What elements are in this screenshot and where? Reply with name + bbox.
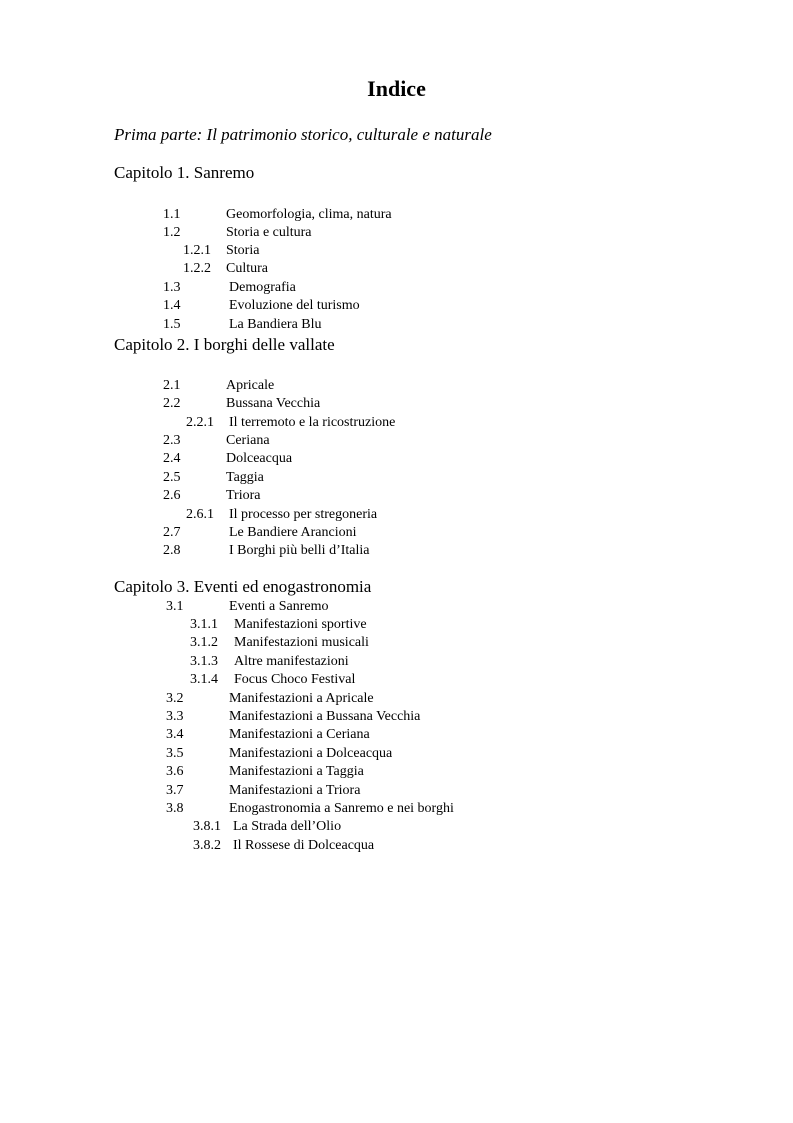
chapter-3-title: Capitolo 3. Eventi ed enogastronomia (114, 577, 372, 596)
toc-entry-number: 2.7 (163, 525, 181, 540)
toc-entry-number: 3.8.2 (193, 838, 221, 853)
toc-entry-number: 3.2 (166, 691, 184, 706)
toc-entry-number: 1.2.2 (183, 261, 211, 276)
toc-entry-number: 2.2.1 (186, 415, 214, 430)
toc-entry-number: 2.1 (163, 378, 181, 393)
toc-entry-text: Bussana Vecchia (226, 396, 321, 411)
toc-entry-number: 1.3 (163, 280, 181, 295)
toc-entry-text: Manifestazioni a Taggia (229, 764, 364, 779)
toc-entry-text: Il terremoto e la ricostruzione (229, 415, 396, 430)
chapter-1-title: Capitolo 1. Sanremo (114, 163, 255, 182)
toc-entry-number: 1.2 (163, 225, 181, 240)
toc-entry-number: 2.3 (163, 433, 181, 448)
toc-entry-text: La Strada dell’Olio (233, 819, 342, 834)
toc-entry-text: Storia e cultura (226, 225, 312, 240)
toc-entry-text: Manifestazioni a Bussana Vecchia (229, 709, 421, 724)
toc-entry-number: 1.1 (163, 207, 181, 222)
toc-entry-number: 3.8.1 (193, 819, 221, 834)
toc-entry-number: 3.7 (166, 783, 184, 798)
toc-entry-text: Dolceacqua (226, 451, 293, 466)
toc-entry-text: Ceriana (226, 433, 270, 448)
toc-entry-number: 2.8 (163, 543, 181, 558)
toc-entry-number: 3.5 (166, 746, 184, 761)
toc-entry-number: 1.2.1 (183, 243, 211, 258)
toc-entry-number: 3.1.4 (190, 672, 218, 687)
toc-entry-number: 3.8 (166, 801, 184, 816)
toc-entry-text: Il processo per stregoneria (229, 507, 378, 522)
toc-entry-text: Triora (226, 488, 261, 503)
toc-entry-text: Enogastronomia a Sanremo e nei borghi (229, 801, 454, 816)
toc-entry-text: Altre manifestazioni (234, 654, 349, 669)
toc-entry-number: 3.1 (166, 599, 184, 614)
toc-entry-text: Manifestazioni a Apricale (229, 691, 374, 706)
part-heading: Prima parte: Il patrimonio storico, culturale e naturale (114, 125, 492, 144)
toc-entry-text: Manifestazioni a Ceriana (229, 727, 370, 742)
toc-entry-number: 2.6.1 (186, 507, 214, 522)
toc-entry-text: Focus Choco Festival (234, 672, 356, 687)
toc-entry-text: La Bandiera Blu (229, 317, 322, 332)
toc-entry-number: 3.6 (166, 764, 184, 779)
toc-entry-text: Le Bandiere Arancioni (229, 525, 357, 540)
page-title: Indice (367, 76, 426, 101)
toc-entry-text: Eventi a Sanremo (229, 599, 329, 614)
toc-entry-text: Manifestazioni sportive (234, 617, 367, 632)
toc-entry-text: Cultura (226, 261, 268, 276)
toc-entry-number: 3.1.3 (190, 654, 218, 669)
toc-entry-number: 3.4 (166, 727, 184, 742)
toc-entry-number: 2.5 (163, 470, 181, 485)
toc-entry-text: Storia (226, 243, 260, 258)
toc-entry-number: 2.4 (163, 451, 181, 466)
toc-entry-text: Manifestazioni musicali (234, 635, 369, 650)
toc-entry-number: 1.5 (163, 317, 181, 332)
toc-entry-text: Taggia (226, 470, 264, 485)
toc-entry-text: Manifestazioni a Dolceacqua (229, 746, 393, 761)
toc-entry-number: 1.4 (163, 298, 181, 313)
toc-entry-number: 2.6 (163, 488, 181, 503)
chapter-2-title: Capitolo 2. I borghi delle vallate (114, 335, 335, 354)
toc-entry-number: 3.3 (166, 709, 184, 724)
toc-entry-text: I Borghi più belli d’Italia (229, 543, 370, 558)
toc-entry-text: Demografia (229, 280, 296, 295)
toc-entry-text: Il Rossese di Dolceacqua (233, 838, 375, 853)
toc-entry-text: Geomorfologia, clima, natura (226, 207, 392, 222)
toc-entry-number: 2.2 (163, 396, 181, 411)
toc-entry-number: 3.1.2 (190, 635, 218, 650)
toc-entry-number: 3.1.1 (190, 617, 218, 632)
toc-entry-text: Apricale (226, 378, 275, 393)
toc-entry-text: Manifestazioni a Triora (229, 783, 361, 798)
toc-entry-text: Evoluzione del turismo (229, 298, 360, 313)
